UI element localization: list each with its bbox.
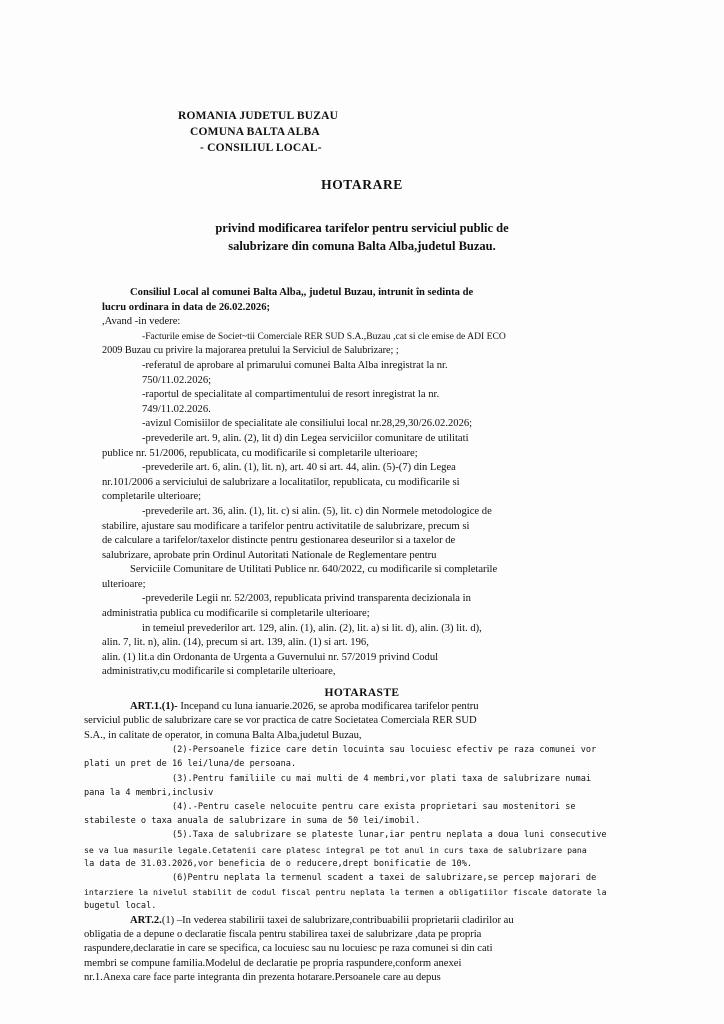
preamble-paragraph: -Facturile emise de Societ~tii Comerciale RER SUD S.A.,Buzau ,cat si cle emise de ADI ECO [142, 330, 506, 342]
preamble-paragraph: ulterioare; [102, 578, 146, 590]
article-text: nr.1.Anexa care face parte integranta din prezenta hotarare.Persoanele care au depus [84, 972, 441, 984]
preamble-paragraph: -prevederile art. 6, alin. (1), lit. n), art. 40 si art. 44, alin. (5)-(7) din Legea [142, 462, 456, 474]
article-text: stabileste o taxa anuala de salubrizare in suma de 50 lei/imobil. [84, 816, 421, 827]
header-commune: COMUNA BALTA ALBA [190, 126, 320, 138]
preamble-paragraph: nr.101/2006 a serviciului de salubrizare a localitatilor, republicata, cu modificarile si [102, 476, 460, 488]
article-1-label: ART.1.(1)- [130, 701, 178, 712]
preamble-paragraph: completarile ulterioare; [102, 491, 202, 503]
article-text: (6)Pentru neplata la termenul scadent a taxei de salubrizare,se percep majorari de [172, 873, 597, 884]
preamble-paragraph: administrativ,cu modificarile si completarile ulterioare, [102, 666, 336, 678]
preamble-paragraph: alin. (1) lit.a din Ordonanta de Urgenta a Guvernului nr. 57/2019 privind Codul [102, 651, 439, 663]
article-text: S.A., in calitate de operator, in comuna Balta Alba,judetul Buzau, [84, 729, 362, 741]
article-text: raspundere,declaratie in care se specifica, ca locuiesc sau nu locuiesc pe raza comunei si din cati [84, 943, 493, 955]
section-title: HOTARASTE [324, 687, 400, 699]
preamble-paragraph: salubrizare, aprobate prin Ordinul Autoritati Nationale de Reglementare pentru [102, 549, 437, 561]
subtitle-line-1: privind modificarea tarifelor pentru serviciul public de [215, 221, 509, 235]
article-text: (2)-Persoanele fizice care detin locuinta sau locuiesc efectiv pe raza comunei vor [172, 745, 597, 756]
preamble-paragraph: Serviciile Comunitare de Utilitati Publice nr. 640/2022, cu modificarile si completarile [130, 564, 498, 576]
article-1-paragraph-1 [84, 700, 624, 714]
preamble-paragraph: stabilire, ajustare sau modificare a tarifelor pentru activitatile de salubrizare, precum si [102, 520, 470, 532]
header-country-county: ROMANIA JUDETUL BUZAU [178, 110, 339, 122]
article-text: (4).-Pentru casele nelocuite pentru care exista proprietari sau mostenitori se [172, 802, 576, 813]
preamble-paragraph: lucru ordinara in data de 26.02.2026; [102, 301, 271, 313]
preamble-paragraph: -prevederile art. 9, alin. (2), lit d) din Legea serviciilor comunitare de utilitati [142, 432, 469, 444]
header-council: - CONSILIUL LOCAL- [200, 142, 322, 154]
article-text: (3).Pentru familiile cu mai multi de 4 membri,vor plati taxa de salubrizare numai [172, 773, 592, 784]
article-text: Incepand cu luna ianuarie.2026, se aproba modificarea tarifelor pentru [180, 701, 479, 712]
article-text: (1) –In vederea stabilirii taxei de salubrizare,contribuabilii proprietarii cladirilor au [161, 914, 514, 926]
article-text: (5).Taxa de salubrizare se plateste lunar,iar pentru neplata a doua luni consecutive [172, 830, 607, 841]
articles [84, 700, 624, 986]
document-title: HOTARARE [321, 177, 403, 192]
article-text: membri se compune familia.Modelul de declaratie pe propria raspundere,conform anexei [84, 957, 462, 969]
article-text: obligatia de a depune o declaratie fiscala pentru stabilirea taxei de salubrizare ,data pe propria [84, 929, 482, 941]
preamble-paragraph: alin. 7, lit. n), alin. (14), precum si art. 139, alin. (1) si art. 196, [102, 637, 369, 649]
article-text: serviciul public de salubrizare care se vor practica de catre Societatea Comerciala RER SUD [84, 715, 477, 727]
article-2-paragraph-1 [84, 914, 624, 928]
article-text: pana la 4 membri,inclusiv [84, 787, 214, 798]
preamble-paragraph: -raportul de specialitate al compartimentului de resort inregistrat la nr. [142, 389, 440, 401]
article-2-label: ART.2. [130, 914, 162, 926]
preamble [102, 286, 620, 680]
article-text: bugetul local. [84, 901, 157, 912]
preamble-paragraph: -referatul de aprobare al primarului comunei Balta Alba inregistrat la nr. [142, 359, 448, 371]
preamble-paragraph: in temeiul prevederilor art. 129, alin. (1), alin. (2), lit. a) si lit. d), alin. (3) lit. d), [142, 622, 482, 634]
subtitle-line-2: salubrizare din comuna Balta Alba,judetul Buzau. [228, 239, 496, 253]
document-subtitle [0, 219, 724, 255]
preamble-paragraph: ,Avand -in vedere: [102, 316, 181, 328]
preamble-paragraph: -avizul Comisiilor de specialitate ale consiliului local nr.28,29,30/26.02.2026; [142, 418, 473, 430]
article-text: plati un pret de 16 lei/luna/de persoana. [84, 759, 297, 770]
preamble-paragraph: Consiliul Local al comunei Balta Alba,, judetul Buzau, intrunit în sedinta de [130, 287, 474, 298]
issuer-header [178, 108, 418, 156]
article-text: se va lua masurile legale.Cetatenii care platesc integral pe tot anul in curs taxa de salubrizare pana [84, 844, 587, 855]
preamble-paragraph: publice nr. 51/2006, republicata, cu modificarile si completarile ulterioare; [102, 447, 418, 459]
article-text: la data de 31.03.2026,vor beneficia de o reducere,drept bonificatie de 10%. [84, 858, 473, 869]
preamble-paragraph: 750/11.02.2026; [142, 374, 212, 386]
preamble-paragraph: de calculare a tarifelor/taxelor distincte pentru gestionarea deseurilor si a taxelor de [102, 535, 456, 547]
preamble-paragraph: -prevederile art. 36, alin. (1), lit. c) si alin. (5), lit. c) din Normele metodologice de [142, 505, 492, 517]
preamble-paragraph: administratia publica cu modificarile si completarile ulterioare; [102, 608, 370, 620]
preamble-paragraph: 749/11.02.2026. [142, 403, 211, 415]
article-text: intarziere la nivelul stabilit de codul fiscal pentru neplata la termen a obligatiilor fiscale datorate la [84, 887, 607, 898]
preamble-paragraph: 2009 Buzau cu privire la majorarea pretului la Serviciul de Salubrizare; ; [102, 345, 399, 357]
preamble-paragraph: -prevederile Legii nr. 52/2003, republicata privind transparenta decizionala in [142, 593, 471, 605]
